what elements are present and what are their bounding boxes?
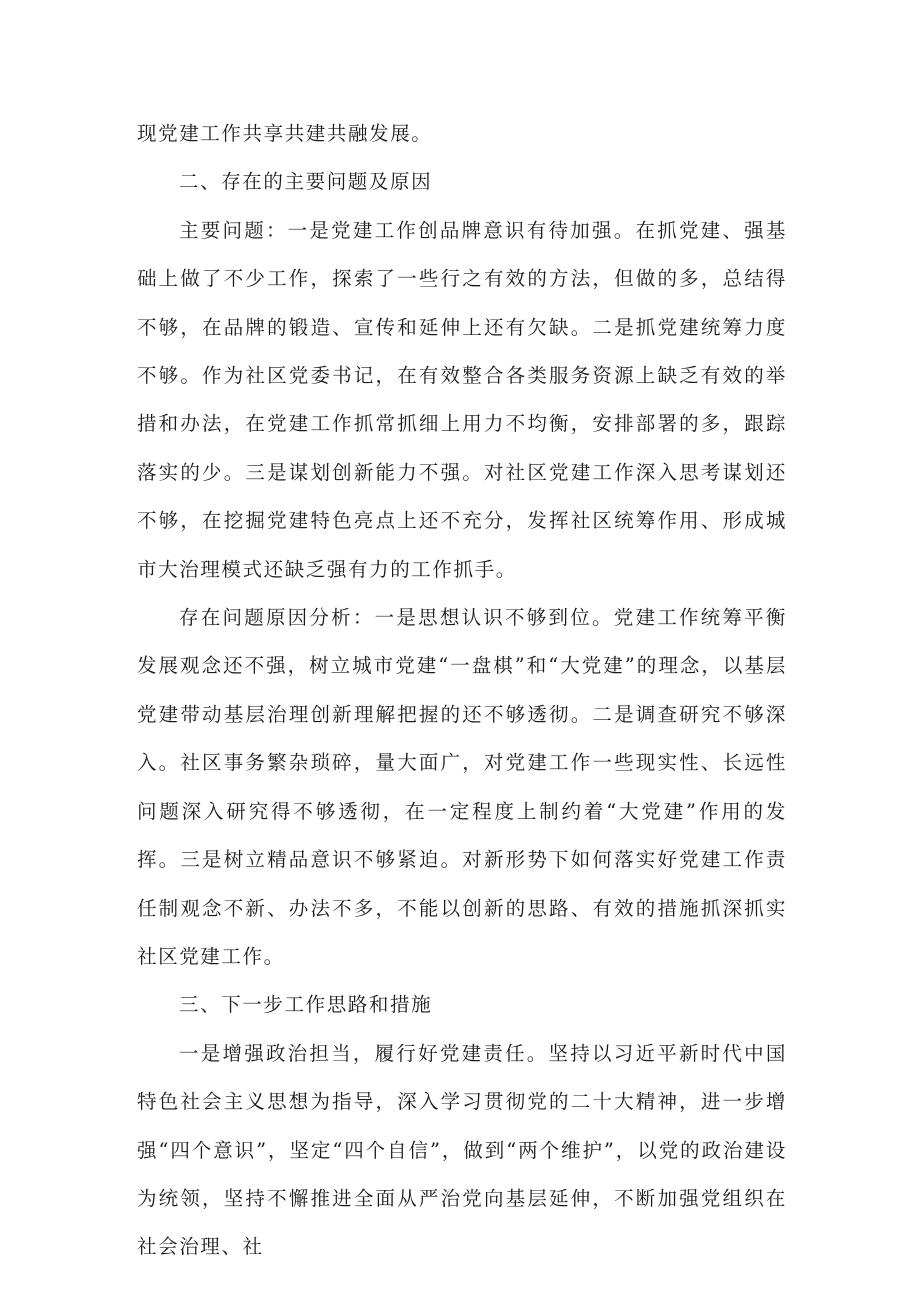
document-body	[137, 110, 787, 1272]
causes-paragraph: 存在问题原因分析：一是思想认识不够到位。党建工作统筹平衡发展观念还不强，树立城市党建“一盘棋”和“大党建”的理念，以基层党建带动基层治理创新理解把握的还不够透彻。二是调查研究不够深入。社区事务繁杂琐碎，量大面广，对党建工作一些现实性、长远性问题深入研究得不够透彻，在一定程度上制约着“大党建”作用的发挥。三是树立精品意识不够紧迫。对新形势下如何落实好党建工作责任制观念不新、办法不多，不能以创新的思路、有效的措施抓深抓实社区党建工作。	[137, 606, 787, 968]
section-heading-problems: 二、存在的主要问题及原因	[179, 170, 433, 194]
problems-paragraph: 主要问题：一是党建工作创品牌意识有待加强。在抓党建、强基础上做了不少工作，探索了一些行之有效的方法，但做的多，总结得不够，在品牌的锻造、宣传和延伸上还有欠缺。二是抓党建统筹力度不够。作为社区党委书记，在有效整合各类服务资源上缺乏有效的举措和办法，在党建工作抓常抓细上用力不均衡，安排部署的多，跟踪落实的少。三是谋划创新能力不强。对社区党建工作深入思考谋划还不够，在挖掘党建特色亮点上还不充分，发挥社区统筹作用、形成城市大治理模式还缺乏强有力的工作抓手。	[137, 218, 787, 581]
continuation-paragraph: 现党建工作共享共建共融发展。	[137, 122, 433, 145]
section-heading-next-steps: 三、下一步工作思路和措施	[179, 993, 433, 1017]
measure-paragraph-1: 一是增强政治担当，履行好党建责任。坚持以习近平新时代中国特色社会主义思想为指导，深入学习贯彻党的二十大精神，进一步增强“四个意识”，坚定“四个自信”，做到“两个维护”，以党的政治建设为统领，坚持不懈推进全面从严治党向基层延伸，不断加强党组织在社会治理、社	[137, 1041, 787, 1259]
